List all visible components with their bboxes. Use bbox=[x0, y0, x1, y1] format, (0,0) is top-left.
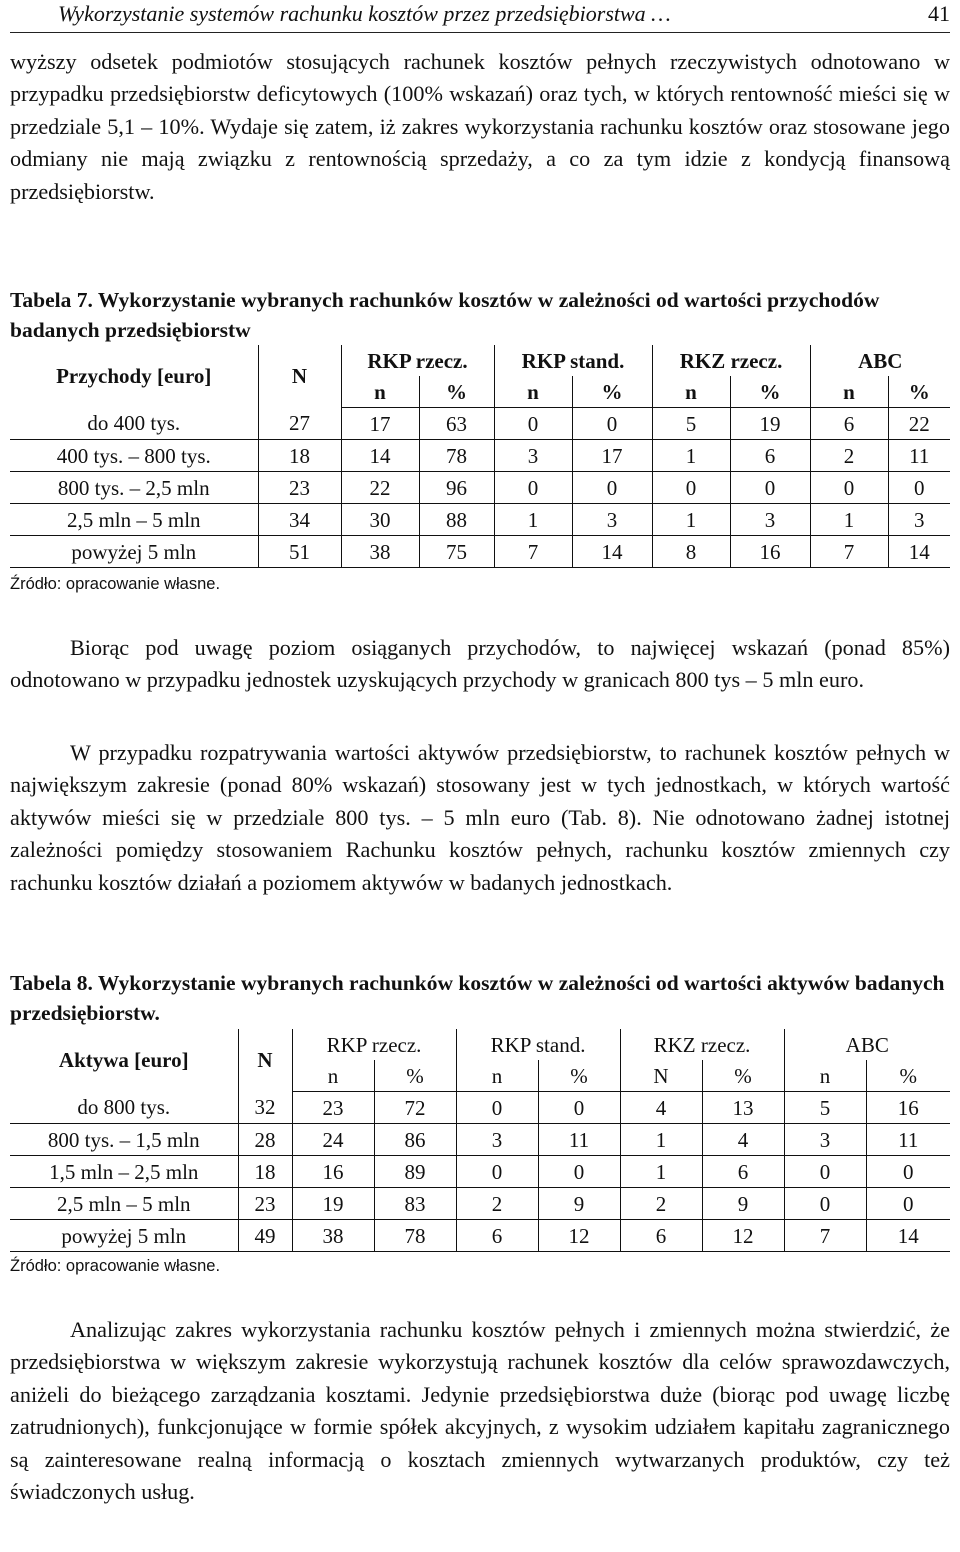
table7 bbox=[10, 345, 950, 568]
table-cell: 6 bbox=[730, 440, 810, 472]
table-cell: 23 bbox=[258, 472, 341, 504]
row-label: 2,5 mln – 5 mln bbox=[10, 1188, 238, 1220]
table-cell: 6 bbox=[456, 1220, 538, 1252]
table-cell: 14 bbox=[572, 536, 652, 568]
table-cell: 22 bbox=[341, 472, 419, 504]
table-cell: 3 bbox=[888, 504, 950, 536]
row-label: powyżej 5 mln bbox=[10, 1220, 238, 1252]
table7-subheader: % bbox=[572, 376, 652, 408]
table-cell: 0 bbox=[494, 472, 572, 504]
table8-subheader: % bbox=[702, 1060, 784, 1092]
table-cell: 1 bbox=[620, 1156, 702, 1188]
table-cell: 78 bbox=[419, 440, 494, 472]
table7-group-header: RKP rzecz. bbox=[341, 345, 494, 376]
table-cell: 23 bbox=[238, 1188, 292, 1220]
table-cell: 27 bbox=[258, 408, 341, 440]
table8-subheader: % bbox=[374, 1060, 456, 1092]
table-cell: 18 bbox=[258, 440, 341, 472]
table-cell: 9 bbox=[538, 1188, 620, 1220]
table-cell: 14 bbox=[866, 1220, 950, 1252]
row-label: do 800 tys. bbox=[10, 1092, 238, 1124]
table-cell: 32 bbox=[238, 1092, 292, 1124]
table-cell: 11 bbox=[888, 440, 950, 472]
table-cell: 16 bbox=[292, 1156, 374, 1188]
table-cell: 3 bbox=[494, 440, 572, 472]
table-cell: 16 bbox=[730, 536, 810, 568]
table-cell: 12 bbox=[702, 1220, 784, 1252]
table7-subheader: % bbox=[888, 376, 950, 408]
table-cell: 0 bbox=[538, 1092, 620, 1124]
table-cell: 4 bbox=[702, 1124, 784, 1156]
table-row bbox=[10, 536, 950, 568]
table8-n-header: N bbox=[238, 1029, 292, 1092]
table8-subheader: N bbox=[620, 1060, 702, 1092]
table8-subheader: n bbox=[784, 1060, 866, 1092]
table8-group-header: RKZ rzecz. bbox=[620, 1029, 784, 1060]
table-cell: 88 bbox=[419, 504, 494, 536]
table-cell: 19 bbox=[730, 408, 810, 440]
table-cell: 5 bbox=[784, 1092, 866, 1124]
table-cell: 14 bbox=[341, 440, 419, 472]
table7-caption: Tabela 7. Wykorzystanie wybranych rachunków kosztów w zależności od wartości przychodów badanych przedsiębiorstw bbox=[10, 288, 880, 342]
table8-caption: Tabela 8. Wykorzystanie wybranych rachunków kosztów w zależności od wartości aktywów badanych przedsiębiorstw. bbox=[10, 971, 945, 1025]
table8-subheader: n bbox=[456, 1060, 538, 1092]
table-cell: 0 bbox=[810, 472, 888, 504]
row-label: 800 tys. – 2,5 mln bbox=[10, 472, 258, 504]
table-cell: 78 bbox=[374, 1220, 456, 1252]
table-cell: 51 bbox=[258, 536, 341, 568]
table-cell: 22 bbox=[888, 408, 950, 440]
table-cell: 6 bbox=[702, 1156, 784, 1188]
table-row bbox=[10, 1156, 950, 1188]
table-cell: 0 bbox=[456, 1092, 538, 1124]
table7-group-header: RKP stand. bbox=[494, 345, 652, 376]
table-cell: 2 bbox=[810, 440, 888, 472]
table-cell: 83 bbox=[374, 1188, 456, 1220]
table7-subheader: n bbox=[341, 376, 419, 408]
table-cell: 0 bbox=[494, 408, 572, 440]
table-cell: 1 bbox=[810, 504, 888, 536]
table7-group-header: ABC bbox=[858, 348, 903, 373]
table-cell: 28 bbox=[238, 1124, 292, 1156]
table-cell: 3 bbox=[572, 504, 652, 536]
table-cell: 7 bbox=[810, 536, 888, 568]
table-cell: 7 bbox=[784, 1220, 866, 1252]
table8-group-header: ABC bbox=[845, 1032, 889, 1057]
paragraph-3: W przypadku rozpatrywania wartości aktywów przedsiębiorstw, to rachunek kosztów pełnych w największym zakresie (ponad 80% wskazań) stosowany jest w tych jednostkach, w których wartość aktywów mieści się w przedziale 800 tys. – 5 mln euro (Tab. 8). Nie odnotowano żadnej istotnej zależności pomiędzy stosowaniem Rachunku kosztów pełnych, rachunku kosztów zmiennych czy rachunku kosztów działań a poziomem aktywów w badanych jednostkach. bbox=[10, 740, 950, 895]
table-cell: 89 bbox=[374, 1156, 456, 1188]
table-cell: 63 bbox=[419, 408, 494, 440]
table-cell: 7 bbox=[494, 536, 572, 568]
table-cell: 1 bbox=[652, 440, 730, 472]
table-cell: 0 bbox=[652, 472, 730, 504]
table-row bbox=[10, 504, 950, 536]
running-title: Wykorzystanie systemów rachunku kosztów przez przedsiębiorstwa … bbox=[58, 1, 671, 26]
table-cell: 30 bbox=[341, 504, 419, 536]
table8-subheader: % bbox=[866, 1060, 950, 1092]
table-row bbox=[10, 1188, 950, 1220]
table8-row-header: Aktywa [euro] bbox=[10, 1029, 238, 1092]
table-cell: 1 bbox=[494, 504, 572, 536]
table-row bbox=[10, 440, 950, 472]
paragraph-4: Analizując zakres wykorzystania rachunku kosztów pełnych i zmiennych można stwierdzić, że przedsiębiorstwa w większym zakresie wykorzystują rachunek kosztów dla celów sprawozdawczych, aniżeli do bieżącego zarządzania kosztami. Jedynie przedsiębiorstwa duże (biorąc pod uwagę liczbę zatrudnionych), funkcjonujące w formie spółek akcyjnych, z wysokim udziałem kapitału zagranicznego są zainteresowane realną informacją o kosztach zmiennych wytwarzanych produktów, czy też świadczonych usług. bbox=[10, 1317, 950, 1505]
page-number: 41 bbox=[928, 1, 950, 26]
row-label: 2,5 mln – 5 mln bbox=[10, 504, 258, 536]
table-cell: 0 bbox=[456, 1156, 538, 1188]
table8-subheader: % bbox=[538, 1060, 620, 1092]
table8 bbox=[10, 1029, 950, 1252]
row-label: 1,5 mln – 2,5 mln bbox=[10, 1156, 238, 1188]
table8-group-header: RKP stand. bbox=[456, 1029, 620, 1060]
table-cell: 2 bbox=[456, 1188, 538, 1220]
table7-subheader: n bbox=[810, 376, 888, 408]
table-cell: 19 bbox=[292, 1188, 374, 1220]
paragraph-1: wyższy odsetek podmiotów stosujących rachunek kosztów pełnych rzeczywistych odnotowano w przypadku przedsiębiorstw deficytowych (100% wskazań) oraz tych, w których rentowność mieści się w przedziale 5,1 – 10%. Wydaje się zatem, iż zakres wykorzystania rachunku kosztów oraz stosowane jego odmiany nie mają związku z rentownością sprzedaży, a co za tym idzie z kondycją finansową przedsiębiorstw. bbox=[10, 49, 950, 204]
table-cell: 0 bbox=[888, 472, 950, 504]
row-label: powyżej 5 mln bbox=[10, 536, 258, 568]
table-cell: 2 bbox=[620, 1188, 702, 1220]
table-cell: 0 bbox=[572, 408, 652, 440]
table-cell: 0 bbox=[866, 1156, 950, 1188]
table-cell: 0 bbox=[730, 472, 810, 504]
row-label: 800 tys. – 1,5 mln bbox=[10, 1124, 238, 1156]
table-cell: 23 bbox=[292, 1092, 374, 1124]
table-cell: 11 bbox=[866, 1124, 950, 1156]
table-row bbox=[10, 1124, 950, 1156]
table7-source: Źródło: opracowanie własne. bbox=[10, 575, 221, 593]
table7-subheader: % bbox=[730, 376, 810, 408]
table-cell: 13 bbox=[702, 1092, 784, 1124]
table-row bbox=[10, 1092, 950, 1124]
table-cell: 0 bbox=[538, 1156, 620, 1188]
paragraph-2: Biorąc pod uwagę poziom osiąganych przychodów, to najwięcej wskazań (ponad 85%) odnotowano w przypadku jednostek uzyskujących przychody w granicach 800 tys – 5 mln euro. bbox=[10, 635, 950, 693]
table-cell: 0 bbox=[572, 472, 652, 504]
table-cell: 0 bbox=[866, 1188, 950, 1220]
table-cell: 3 bbox=[784, 1124, 866, 1156]
table8-subheader: n bbox=[292, 1060, 374, 1092]
table7-group-header: RKZ rzecz. bbox=[652, 345, 810, 376]
table8-source: Źródło: opracowanie własne. bbox=[10, 1257, 221, 1275]
table-cell: 9 bbox=[702, 1188, 784, 1220]
table-row bbox=[10, 472, 950, 504]
table8-group-header: RKP rzecz. bbox=[292, 1029, 456, 1060]
table7-row-header: Przychody [euro] bbox=[10, 345, 258, 408]
table-cell: 0 bbox=[784, 1188, 866, 1220]
table7-subheader: n bbox=[652, 376, 730, 408]
table-cell: 24 bbox=[292, 1124, 374, 1156]
table-cell: 49 bbox=[238, 1220, 292, 1252]
table-cell: 17 bbox=[572, 440, 652, 472]
table-cell: 11 bbox=[538, 1124, 620, 1156]
table-cell: 3 bbox=[456, 1124, 538, 1156]
table-cell: 8 bbox=[652, 536, 730, 568]
table-cell: 0 bbox=[784, 1156, 866, 1188]
table-cell: 17 bbox=[341, 408, 419, 440]
table-cell: 38 bbox=[292, 1220, 374, 1252]
table-cell: 72 bbox=[374, 1092, 456, 1124]
table-cell: 4 bbox=[620, 1092, 702, 1124]
table-cell: 14 bbox=[888, 536, 950, 568]
table-cell: 96 bbox=[419, 472, 494, 504]
table7-n-header: N bbox=[258, 345, 341, 408]
row-label: do 400 tys. bbox=[10, 408, 258, 440]
table-cell: 3 bbox=[730, 504, 810, 536]
table-cell: 5 bbox=[652, 408, 730, 440]
table-cell: 12 bbox=[538, 1220, 620, 1252]
table-row bbox=[10, 1220, 950, 1252]
table7-subheader: % bbox=[419, 376, 494, 408]
table-cell: 18 bbox=[238, 1156, 292, 1188]
table-cell: 1 bbox=[620, 1124, 702, 1156]
table-cell: 1 bbox=[652, 504, 730, 536]
table-cell: 34 bbox=[258, 504, 341, 536]
table7-subheader: n bbox=[494, 376, 572, 408]
row-label: 400 tys. – 800 tys. bbox=[10, 440, 258, 472]
table-cell: 6 bbox=[620, 1220, 702, 1252]
table-cell: 16 bbox=[866, 1092, 950, 1124]
running-header bbox=[10, 0, 950, 33]
table-cell: 75 bbox=[419, 536, 494, 568]
table-cell: 86 bbox=[374, 1124, 456, 1156]
table-row bbox=[10, 408, 950, 440]
table-cell: 6 bbox=[810, 408, 888, 440]
table-cell: 38 bbox=[341, 536, 419, 568]
